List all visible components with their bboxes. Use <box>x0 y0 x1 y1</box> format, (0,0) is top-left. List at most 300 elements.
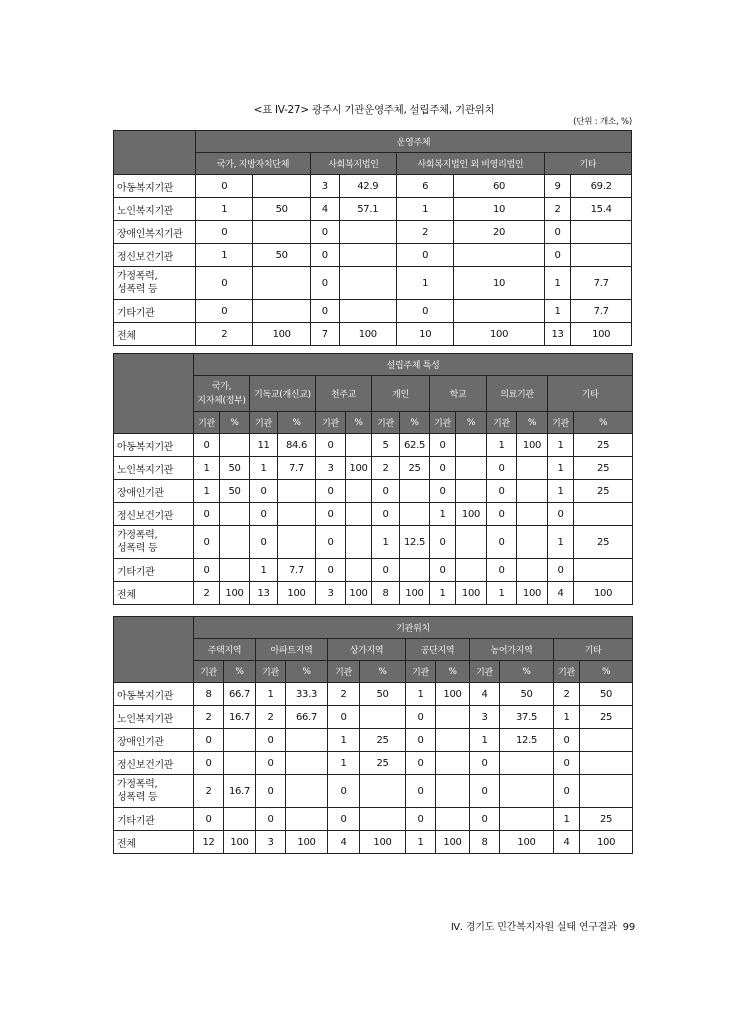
column-header: 기타 <box>548 376 633 412</box>
table-cell: 15.4 <box>571 198 632 221</box>
table-cell: 6 <box>397 175 454 198</box>
subheader-count: 기관 <box>316 412 346 434</box>
subheader-percent: % <box>500 661 554 683</box>
table-cell: 50 <box>580 683 633 706</box>
table-row <box>114 683 633 706</box>
table-cell <box>286 808 328 831</box>
table-cell <box>517 480 548 503</box>
table-cell <box>574 559 633 582</box>
table-cell: 3 <box>256 831 286 854</box>
table-row <box>114 582 633 605</box>
column-header: 기타 <box>544 153 631 175</box>
table-cell: 25 <box>574 457 633 480</box>
column-header: 공단지역 <box>406 639 470 661</box>
table-cell: 16.7 <box>224 706 256 729</box>
subheader-count: 기관 <box>256 661 286 683</box>
table-cell: 0 <box>470 752 500 775</box>
table-cell <box>253 267 310 300</box>
table-cell: 1 <box>554 808 580 831</box>
table-cell <box>346 434 372 457</box>
table-cell <box>253 175 310 198</box>
subheader-percent: % <box>220 412 250 434</box>
table-cell <box>360 706 406 729</box>
table-cell <box>456 480 487 503</box>
table-cell: 1 <box>194 457 220 480</box>
table-cell <box>436 752 470 775</box>
table-cell: 0 <box>196 221 253 244</box>
table-cell: 8 <box>194 683 224 706</box>
table-cell: 25 <box>574 434 633 457</box>
table-cell: 25 <box>580 706 633 729</box>
table-cell: 2 <box>194 775 224 808</box>
subheader-percent: % <box>224 661 256 683</box>
table-cell: 4 <box>328 831 360 854</box>
table-cell: 0 <box>316 559 346 582</box>
table-cell: 2 <box>397 221 454 244</box>
table-body <box>114 434 633 605</box>
table-row <box>114 244 632 267</box>
table-cell: 25 <box>360 729 406 752</box>
table-cell: 0 <box>470 775 500 808</box>
table-cell: 0 <box>487 526 517 559</box>
table-cell <box>346 480 372 503</box>
row-label: 장애인복지기관 <box>114 221 196 244</box>
column-header: 의료기관 <box>487 376 548 412</box>
row-label: 장애인기관 <box>114 480 194 503</box>
table-cell <box>224 752 256 775</box>
column-header: 사회복지법인 <box>310 153 396 175</box>
table-cell: 0 <box>406 808 436 831</box>
row-label: 노인복지기관 <box>114 457 194 480</box>
table-cell: 13 <box>544 323 571 346</box>
table-cell: 0 <box>548 503 574 526</box>
subheader-percent: % <box>400 412 430 434</box>
subheader-count: 기관 <box>430 412 456 434</box>
table-row <box>114 221 632 244</box>
table-cell: 20 <box>454 221 544 244</box>
table-cell: 0 <box>554 729 580 752</box>
table-cell: 84.6 <box>278 434 316 457</box>
table-cell: 0 <box>194 729 224 752</box>
table-caption: <표 IV-27> 광주시 기관운영주체, 설립주체, 기관위치 <box>253 104 495 116</box>
table-cell <box>456 434 487 457</box>
table-cell: 100 <box>346 582 372 605</box>
table-cell: 4 <box>310 198 339 221</box>
table-cell: 0 <box>250 503 278 526</box>
row-label: 노인복지기관 <box>114 706 194 729</box>
subheader-count: 기관 <box>548 412 574 434</box>
table-cell: 1 <box>196 198 253 221</box>
table-cell <box>253 300 310 323</box>
table-cell: 100 <box>253 323 310 346</box>
row-label: 전체 <box>114 831 194 854</box>
table-cell: 5 <box>372 434 400 457</box>
table-cell <box>500 775 554 808</box>
table-cell: 4 <box>470 683 500 706</box>
table-cell <box>436 775 470 808</box>
table-cell: 1 <box>397 267 454 300</box>
table-cell <box>580 729 633 752</box>
table-cell <box>224 729 256 752</box>
subheader-count: 기관 <box>554 661 580 683</box>
table-cell <box>456 457 487 480</box>
table-row <box>114 752 633 775</box>
table-cell <box>220 526 250 559</box>
table-cell <box>220 559 250 582</box>
table-cell: 0 <box>310 221 339 244</box>
column-header: 천주교 <box>316 376 372 412</box>
table-cell <box>517 503 548 526</box>
table-cell: 0 <box>487 457 517 480</box>
table-cell: 50 <box>500 683 554 706</box>
table-corner <box>114 617 194 683</box>
row-label: 정신보건기관 <box>114 503 194 526</box>
group-header: 설립주체 특성 <box>194 354 633 376</box>
table-cell: 66.7 <box>286 706 328 729</box>
table-cell: 8 <box>372 582 400 605</box>
table-cell: 1 <box>397 198 454 221</box>
subheader-percent: % <box>580 661 633 683</box>
table-cell: 0 <box>316 503 346 526</box>
table-cell <box>571 221 632 244</box>
table-cell: 2 <box>194 706 224 729</box>
subheader-percent: % <box>346 412 372 434</box>
table-cell: 0 <box>544 221 571 244</box>
table-cell <box>339 300 396 323</box>
location-table <box>113 616 633 854</box>
table-corner <box>114 131 196 175</box>
row-label: 전체 <box>114 323 196 346</box>
table-cell: 0 <box>397 244 454 267</box>
table-cell: 1 <box>544 267 571 300</box>
table-cell: 0 <box>316 526 346 559</box>
column-header: 국가, 지방자치단체 <box>196 153 311 175</box>
subheader-count: 기관 <box>372 412 400 434</box>
table-cell: 1 <box>194 480 220 503</box>
table-cell: 7.7 <box>278 559 316 582</box>
table-cell: 0 <box>430 526 456 559</box>
table-cell: 1 <box>548 457 574 480</box>
table-cell: 100 <box>436 683 470 706</box>
table-cell: 25 <box>574 526 633 559</box>
subheader-percent: % <box>574 412 633 434</box>
table-cell: 0 <box>328 808 360 831</box>
table-cell: 57.1 <box>339 198 396 221</box>
table-cell <box>400 480 430 503</box>
table-cell: 7.7 <box>571 300 632 323</box>
table-cell: 0 <box>372 480 400 503</box>
table-cell: 25 <box>400 457 430 480</box>
row-label: 정신보건기관 <box>114 752 194 775</box>
table-cell: 0 <box>316 434 346 457</box>
table-body <box>114 683 633 854</box>
table-cell: 0 <box>328 706 360 729</box>
row-label: 노인복지기관 <box>114 198 196 221</box>
table-cell: 100 <box>574 582 633 605</box>
table-cell: 1 <box>372 526 400 559</box>
table-cell: 0 <box>250 480 278 503</box>
table-row <box>114 831 633 854</box>
table-cell: 0 <box>487 559 517 582</box>
table-cell <box>346 526 372 559</box>
table-cell: 0 <box>194 752 224 775</box>
table-cell <box>436 808 470 831</box>
subheader-count: 기관 <box>487 412 517 434</box>
table-cell: 0 <box>406 775 436 808</box>
table-cell: 0 <box>256 752 286 775</box>
table-row <box>114 808 633 831</box>
table-cell: 0 <box>194 526 220 559</box>
table-cell: 11 <box>250 434 278 457</box>
table-cell <box>500 752 554 775</box>
table-cell: 100 <box>580 831 633 854</box>
table-cell: 7.7 <box>571 267 632 300</box>
table-cell: 0 <box>196 300 253 323</box>
operating-entity-table <box>113 130 632 346</box>
table-cell: 1 <box>548 480 574 503</box>
subheader-count: 기관 <box>406 661 436 683</box>
table-cell: 100 <box>224 831 256 854</box>
table-cell: 0 <box>397 300 454 323</box>
table-cell: 1 <box>328 729 360 752</box>
row-label: 가정폭력, 성폭력 등 <box>114 775 194 808</box>
table-cell <box>339 221 396 244</box>
table-cell: 2 <box>328 683 360 706</box>
table-cell: 2 <box>544 198 571 221</box>
table-cell: 0 <box>256 729 286 752</box>
column-header: 기독교(개신교) <box>250 376 316 412</box>
table-cell: 50 <box>360 683 406 706</box>
table-cell: 25 <box>580 808 633 831</box>
table-cell: 0 <box>406 729 436 752</box>
table-cell <box>517 457 548 480</box>
column-header: 아파트지역 <box>256 639 328 661</box>
table-row <box>114 526 633 559</box>
table-cell: 0 <box>316 480 346 503</box>
table-cell: 0 <box>194 434 220 457</box>
table-cell: 2 <box>194 582 220 605</box>
table-cell <box>517 526 548 559</box>
table-cell: 12.5 <box>500 729 554 752</box>
table-cell: 1 <box>430 503 456 526</box>
table-cell: 1 <box>487 582 517 605</box>
table-cell <box>456 526 487 559</box>
table-cell: 0 <box>194 559 220 582</box>
table-cell: 3 <box>316 582 346 605</box>
table-cell: 0 <box>310 244 339 267</box>
table-cell <box>286 775 328 808</box>
table-cell: 0 <box>554 752 580 775</box>
table-cell: 0 <box>310 300 339 323</box>
table-cell: 9 <box>544 175 571 198</box>
table-cell: 0 <box>430 434 456 457</box>
table-cell: 8 <box>470 831 500 854</box>
table-body <box>114 175 632 346</box>
subheader-percent: % <box>278 412 316 434</box>
table-cell <box>400 503 430 526</box>
table-cell: 100 <box>500 831 554 854</box>
table-cell: 2 <box>372 457 400 480</box>
subheader-count: 기관 <box>250 412 278 434</box>
table-cell <box>456 559 487 582</box>
table-cell: 2 <box>196 323 253 346</box>
table-cell: 50 <box>220 480 250 503</box>
table-cell: 7 <box>310 323 339 346</box>
group-header: 운영주체 <box>196 131 632 153</box>
table-row <box>114 706 633 729</box>
table-cell: 0 <box>430 457 456 480</box>
table-row <box>114 434 633 457</box>
founding-entity-table <box>113 353 633 605</box>
table-cell: 1 <box>328 752 360 775</box>
table-row <box>114 729 633 752</box>
table-cell: 1 <box>256 683 286 706</box>
table-cell: 1 <box>250 559 278 582</box>
table-cell: 100 <box>220 582 250 605</box>
table-cell <box>360 775 406 808</box>
table-row <box>114 457 633 480</box>
column-header: 사회복지법인 외 비영리법인 <box>397 153 545 175</box>
table-cell: 3 <box>310 175 339 198</box>
table-cell: 16.7 <box>224 775 256 808</box>
subheader-percent: % <box>517 412 548 434</box>
subheader-percent: % <box>456 412 487 434</box>
table-row <box>114 775 633 808</box>
table-cell: 62.5 <box>400 434 430 457</box>
table-cell <box>220 503 250 526</box>
table-cell: 0 <box>372 559 400 582</box>
table-cell <box>278 526 316 559</box>
row-label: 전체 <box>114 582 194 605</box>
table-cell: 1 <box>548 434 574 457</box>
table-cell: 1 <box>544 300 571 323</box>
table-cell: 100 <box>436 831 470 854</box>
table-cell <box>517 559 548 582</box>
table-cell <box>500 808 554 831</box>
table-cell: 3 <box>470 706 500 729</box>
table-row <box>114 267 632 300</box>
table-cell <box>286 729 328 752</box>
table-cell: 1 <box>250 457 278 480</box>
table-cell <box>220 434 250 457</box>
table-cell: 13 <box>250 582 278 605</box>
table-cell: 0 <box>406 752 436 775</box>
table-cell: 100 <box>360 831 406 854</box>
unit-note: (단위 : 개소, %) <box>573 117 632 127</box>
row-label: 기타기관 <box>114 559 194 582</box>
row-label: 가정폭력, 성폭력 등 <box>114 267 196 300</box>
row-label: 장애인기관 <box>114 729 194 752</box>
table-cell: 1 <box>430 582 456 605</box>
page-number: 99 <box>622 922 635 933</box>
footer-chapter: Ⅳ. 경기도 민간복지자원 실태 연구결과 <box>450 922 617 933</box>
page-footer <box>451 918 635 933</box>
table-cell: 50 <box>220 457 250 480</box>
table-cell: 10 <box>454 267 544 300</box>
table-cell: 0 <box>544 244 571 267</box>
table-cell <box>574 503 633 526</box>
table-cell <box>339 244 396 267</box>
table-row <box>114 323 632 346</box>
table-cell: 1 <box>196 244 253 267</box>
table-cell: 0 <box>196 267 253 300</box>
table-cell: 0 <box>487 480 517 503</box>
table-cell: 100 <box>346 457 372 480</box>
table-cell <box>224 808 256 831</box>
table-cell: 69.2 <box>571 175 632 198</box>
table-cell: 25 <box>360 752 406 775</box>
table-cell: 3 <box>316 457 346 480</box>
table-cell: 100 <box>517 434 548 457</box>
table-cell: 66.7 <box>224 683 256 706</box>
table-cell: 100 <box>456 503 487 526</box>
table-cell: 0 <box>372 503 400 526</box>
row-label: 기타기관 <box>114 300 196 323</box>
table-cell <box>436 729 470 752</box>
table-cell: 50 <box>253 198 310 221</box>
table-corner <box>114 354 194 434</box>
row-label: 아동복지기관 <box>114 175 196 198</box>
table-cell <box>278 480 316 503</box>
table-cell: 60 <box>454 175 544 198</box>
table-cell: 4 <box>548 582 574 605</box>
table-cell: 100 <box>278 582 316 605</box>
table-cell <box>454 244 544 267</box>
table-cell: 1 <box>554 706 580 729</box>
table-cell: 42.9 <box>339 175 396 198</box>
table-cell: 10 <box>454 198 544 221</box>
table-cell: 0 <box>196 175 253 198</box>
group-header: 기관위치 <box>194 617 633 639</box>
table-cell: 0 <box>406 706 436 729</box>
table-row <box>114 175 632 198</box>
table-cell: 2 <box>256 706 286 729</box>
table-cell <box>346 559 372 582</box>
table-cell: 0 <box>256 775 286 808</box>
table-cell: 1 <box>470 729 500 752</box>
column-header: 상가지역 <box>328 639 406 661</box>
table-cell: 0 <box>548 559 574 582</box>
table-cell <box>580 775 633 808</box>
table-row <box>114 480 633 503</box>
table-cell: 100 <box>286 831 328 854</box>
row-label: 기타기관 <box>114 808 194 831</box>
table-cell <box>580 752 633 775</box>
table-cell: 1 <box>406 683 436 706</box>
table-row <box>114 559 633 582</box>
column-header: 기타 <box>554 639 633 661</box>
table-cell: 0 <box>487 503 517 526</box>
table-cell <box>454 300 544 323</box>
table-cell: 12 <box>194 831 224 854</box>
table-cell: 10 <box>397 323 454 346</box>
subheader-percent: % <box>286 661 328 683</box>
table-cell: 100 <box>400 582 430 605</box>
table-cell: 4 <box>554 831 580 854</box>
table-cell: 100 <box>517 582 548 605</box>
table-cell <box>346 503 372 526</box>
table-row <box>114 198 632 221</box>
table-cell: 0 <box>554 775 580 808</box>
column-header: 학교 <box>430 376 487 412</box>
row-label: 정신보건기관 <box>114 244 196 267</box>
column-header: 개인 <box>372 376 430 412</box>
table-cell: 0 <box>430 480 456 503</box>
table-row <box>114 300 632 323</box>
row-label: 아동복지기관 <box>114 683 194 706</box>
table-cell: 2 <box>554 683 580 706</box>
subheader-percent: % <box>436 661 470 683</box>
